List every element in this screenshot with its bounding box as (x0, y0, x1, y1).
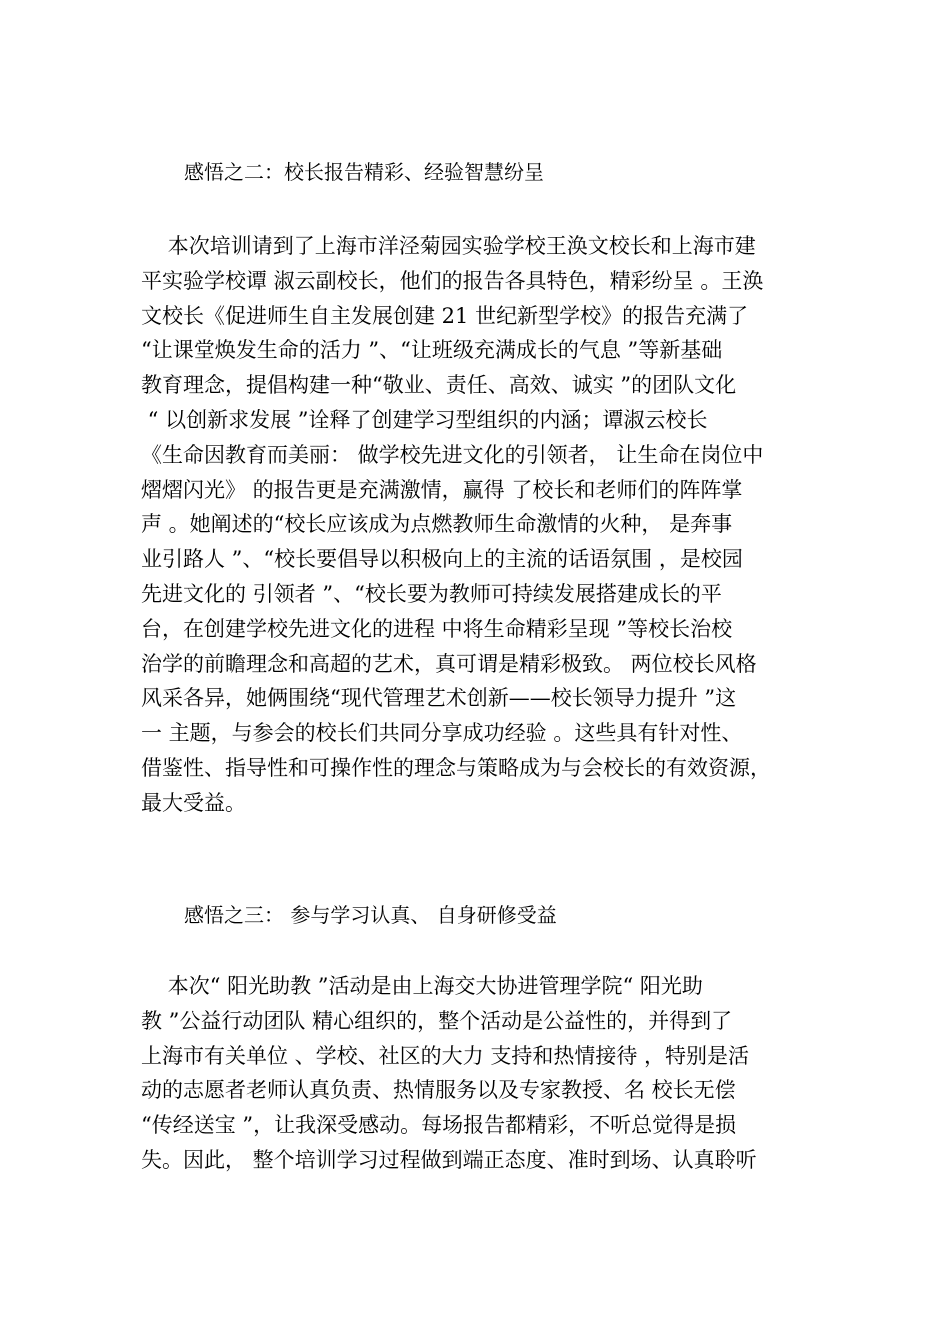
paragraph-line: 最大受益。 (141, 790, 246, 815)
paragraph-3 (141, 969, 821, 1178)
paragraph-2 (141, 229, 821, 821)
paragraph-line: 先进文化的 引领者 ”、“校长要为教师可持续发展搭建成长的平 (141, 581, 722, 606)
paragraph-line: “传经送宝 ”，让我深受感动。每场报告都精彩，不听总觉得是损 (141, 1113, 737, 1138)
paragraph-line: 上海市有关单位 、学校、社区的大力 支持和热情接待 ，特别是活 (141, 1043, 750, 1068)
section-heading-2: 感悟之二：校长报告精彩、经验智慧纷呈 (184, 160, 544, 184)
paragraph-line: 教 ”公益行动团队 精心组织的，整个活动是公益性的，并得到了 (141, 1008, 733, 1033)
paragraph-line: 《生命因教育而美丽： 做学校先进文化的引领者， 让生命在岗位中 (141, 442, 764, 467)
paragraph-line: 平实验学校谭 淑云副校长，他们的报告各具特色，精彩纷呈 。王涣 (141, 268, 764, 293)
paragraph-line: 文校长《促进师生自主发展创建 21 世纪新型学校》的报告充满了 (141, 303, 749, 328)
paragraph-line: 台，在创建学校先进文化的进程 中将生命精彩呈现 ”等校长治校 (141, 616, 733, 641)
paragraph-line: 熠熠闪光》 的报告更是充满激情，赢得 了校长和老师们的阵阵掌 (141, 477, 743, 502)
paragraph-line: 教育理念，提倡构建一种“敬业、责任、高效、诚实 ”的团队文化 (141, 373, 737, 398)
paragraph-line: “ 以创新求发展 ”诠释了创建学习型组织的内涵；谭淑云校长 (141, 407, 708, 432)
paragraph-line: 风采各异，她俩围绕“现代管理艺术创新——校长领导力提升 ”这 (141, 686, 737, 711)
paragraph-line: 失。因此， 整个培训学习过程做到端正态度、准时到场、认真聆听 (141, 1147, 757, 1172)
section-heading-3: 感悟之三： 参与学习认真、 自身研修受益 (184, 903, 557, 927)
paragraph-line: 借鉴性、指导性和可操作性的理念与策略成为与会校长的有效资源， (141, 755, 771, 780)
paragraph-line: 声 。她阐述的“校长应该成为点燃教师生命激情的火种， 是奔事 (141, 512, 733, 537)
paragraph-line: 本次“ 阳光助教 ”活动是由上海交大协进管理学院“ 阳光助 (141, 974, 703, 998)
paragraph-line: 业引路人 ”、“校长要倡导以积极向上的主流的话语氛围 ，是校园 (141, 547, 743, 572)
paragraph-line: 动的志愿者老师认真负责、热情服务以及专家教授、名 校长无偿 (141, 1078, 736, 1103)
paragraph-line: 治学的前瞻理念和高超的艺术，真可谓是精彩极致。 两位校长风格 (141, 651, 757, 676)
paragraph-line: 一 主题，与参会的校长们共同分享成功经验 。这些具有针对性、 (141, 721, 743, 746)
paragraph-line: “让课堂焕发生命的活力 ”、“让班级充满成长的气息 ”等新基础 (141, 338, 723, 363)
paragraph-line: 本次培训请到了上海市洋泾菊园实验学校王涣文校长和上海市建 (141, 234, 756, 258)
